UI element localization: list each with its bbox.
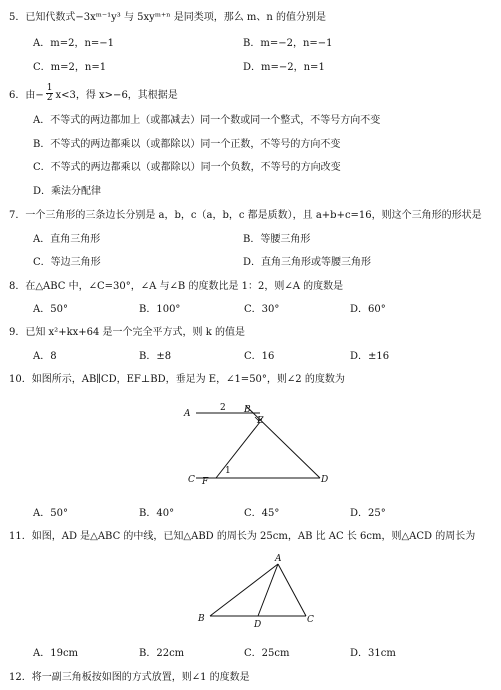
question-11-stem: 11．如图，AD 是△ABC 的中线，已知△ABD 的周长为 25cm，AB 比 AC 长 6cm，则△ACD 的周长为 [9, 531, 476, 542]
q8-option-c[interactable]: C．30° [244, 304, 280, 315]
q11-option-c[interactable]: C．25cm [244, 648, 290, 659]
q10-option-b[interactable]: B．40° [139, 508, 175, 519]
q6-option-b[interactable]: B．不等式的两边都乘以（或都除以）同一个正数，不等号的方向不变 [33, 139, 341, 150]
label-e: E [257, 416, 264, 426]
q5-option-c[interactable]: C．m=2，n=1 [33, 62, 107, 73]
question-7-stem: 7．一个三角形的三条边长分别是 a，b，c（a，b，c 都是质数），且 a+b+c=16，则这个三角形的形状是 [9, 210, 482, 221]
q10-option-d[interactable]: D．25° [350, 508, 386, 519]
label-a: A [184, 409, 191, 419]
q9-option-b[interactable]: B．±8 [139, 351, 172, 362]
q10-figure [180, 398, 340, 490]
q10-option-c[interactable]: C．45° [244, 508, 280, 519]
q11-option-b[interactable]: B．22cm [139, 648, 185, 659]
question-8-stem: 8．在△ABC 中，∠C=30°，∠A 与∠B 的度数比是 1：2，则∠A 的度数是 [9, 281, 344, 292]
label-2: 2 [220, 403, 226, 413]
side-ac [278, 564, 306, 616]
q6-stem-prefix: 6．由− [9, 90, 44, 101]
question-6-stem [9, 84, 178, 103]
q5-option-b[interactable]: B．m=−2，n=−1 [243, 38, 333, 49]
q5-option-d[interactable]: D．m=−2，n=1 [243, 62, 325, 73]
q6-fraction [46, 84, 54, 103]
label-b: B [198, 614, 205, 624]
label-1: 1 [225, 466, 231, 476]
label-c: C [188, 475, 195, 485]
q7-option-c[interactable]: C．等边三角形 [33, 257, 101, 268]
question-5-stem: 5．已知代数式−3xᵐ⁻¹y³ 与 5xyᵐ⁺ⁿ 是同类项，那么 m、n 的值分别是 [9, 12, 327, 23]
question-12-stem: 12．将一副三角板按如图的方式放置，则∠1 的度数是 [9, 672, 250, 683]
q8-option-a[interactable]: A．50° [33, 304, 68, 315]
q8-option-b[interactable]: B．100° [139, 304, 181, 315]
q6-option-d[interactable]: D．乘法分配律 [33, 186, 102, 197]
q6-option-c[interactable]: C．不等式的两边都乘以（或都除以）同一个负数，不等号的方向改变 [33, 162, 341, 173]
q11-option-a[interactable]: A．19cm [33, 648, 79, 659]
q7-option-a[interactable]: A．直角三角形 [33, 234, 101, 245]
line-ef [216, 422, 260, 478]
q6-fraction-numerator: 1 [46, 83, 53, 93]
question-9-stem: 9．已知 x²+kx+64 是一个完全平方式，则 k 的值是 [9, 327, 245, 338]
q6-stem-suffix: x<3，得 x>−6，其根据是 [55, 90, 178, 101]
q10-option-a[interactable]: A．50° [33, 508, 68, 519]
q11-figure [190, 552, 320, 632]
label-c: C [307, 615, 314, 625]
q9-option-a[interactable]: A．8 [33, 351, 57, 362]
q9-option-d[interactable]: D．±16 [350, 351, 390, 362]
label-d: D [321, 475, 329, 485]
q6-fraction-denominator: 2 [46, 93, 53, 103]
q6-option-a[interactable]: A．不等式的两边都加上（或都减去）同一个数或同一个整式，不等号方向不变 [33, 115, 381, 126]
q7-option-b[interactable]: B．等腰三角形 [243, 234, 311, 245]
q5-option-a[interactable]: A．m=2，n=−1 [33, 38, 115, 49]
question-10-stem: 10．如图所示，AB∥CD，EF⊥BD，垂足为 E，∠1=50°，则∠2 的度数为 [9, 374, 345, 385]
q9-option-c[interactable]: C．16 [244, 351, 275, 362]
q7-option-d[interactable]: D．直角三角形或等腰三角形 [243, 257, 372, 268]
q8-option-d[interactable]: D．60° [350, 304, 386, 315]
label-b: B [244, 405, 251, 415]
label-a: A [275, 554, 282, 564]
label-f: F [202, 477, 209, 487]
label-d: D [254, 620, 262, 630]
q11-option-d[interactable]: D．31cm [350, 648, 396, 659]
